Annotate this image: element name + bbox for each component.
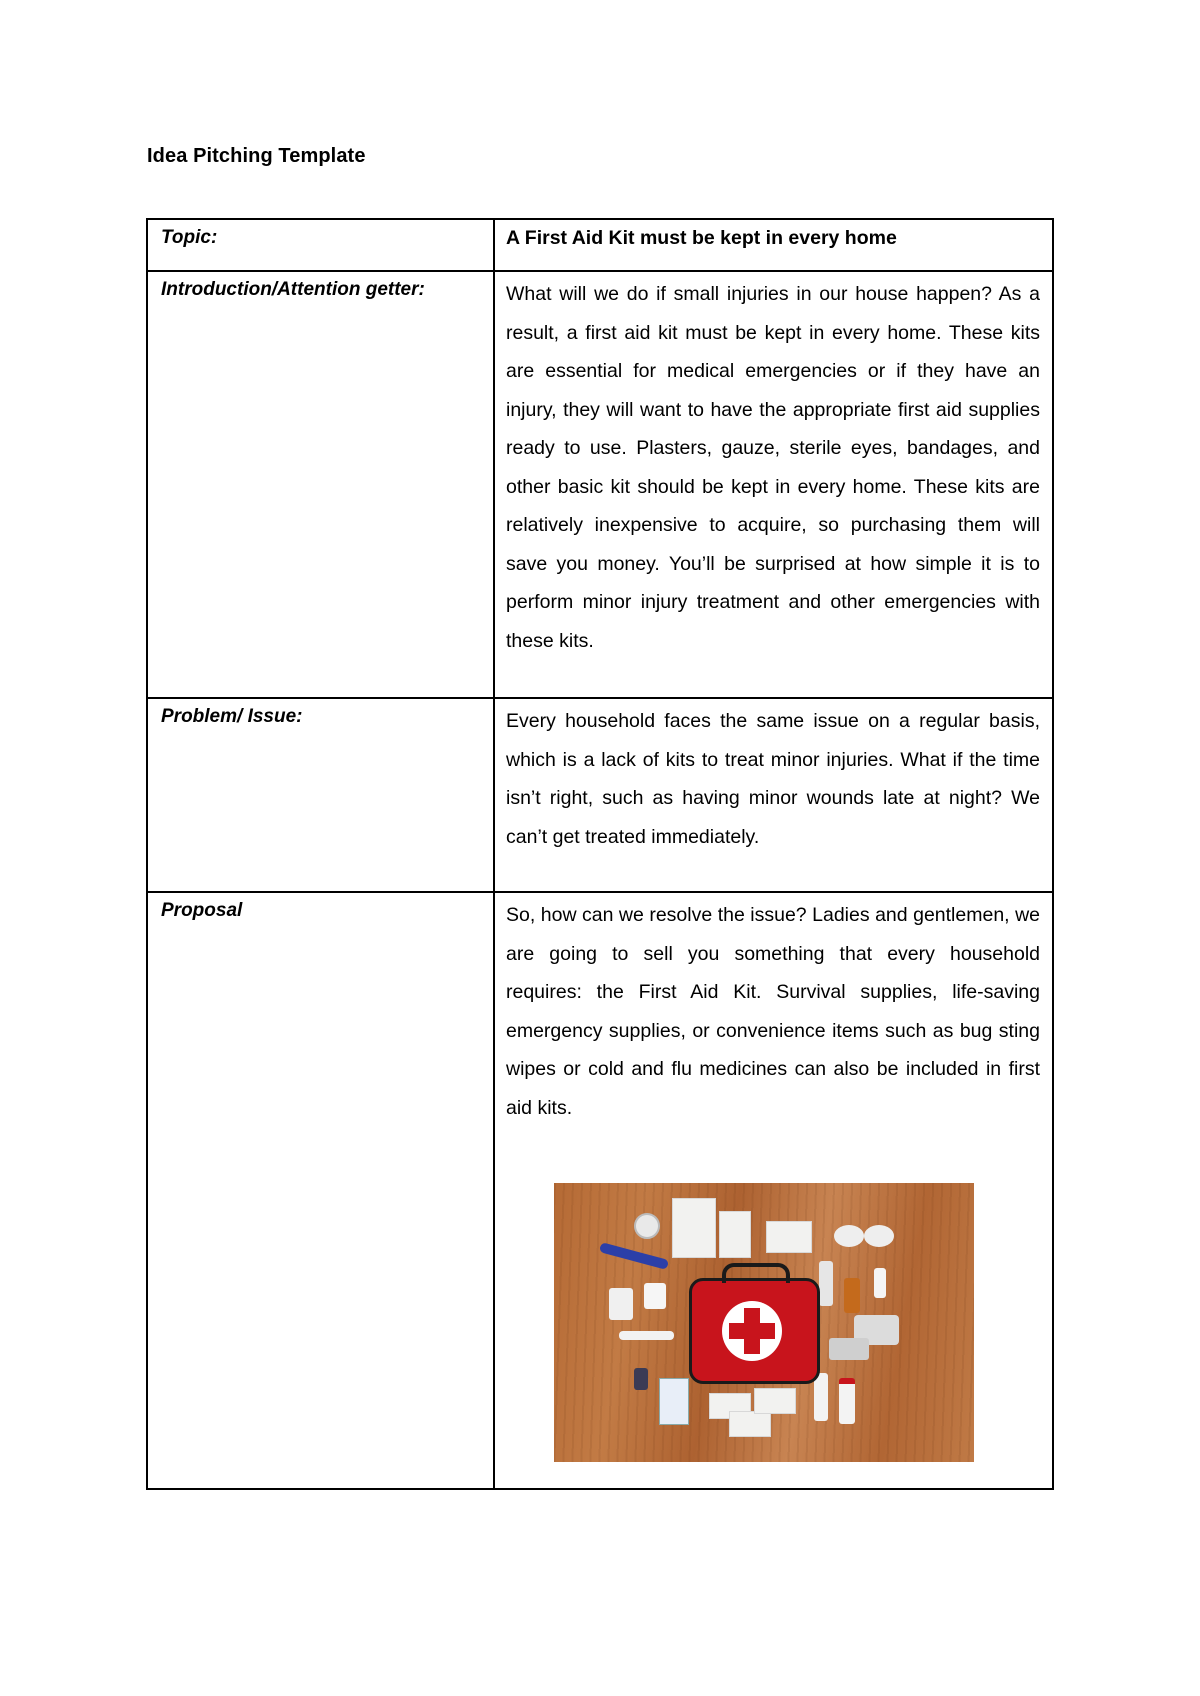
- dropper-bottle-icon: [874, 1268, 886, 1298]
- card-icon: [766, 1221, 812, 1253]
- wipe-packet-icon: [729, 1411, 771, 1437]
- leaflet-icon: [672, 1198, 716, 1258]
- proposal-label-cell: [147, 892, 494, 1489]
- problem-label-cell: [147, 698, 494, 892]
- table-row-problem: [147, 698, 1053, 892]
- leaflet-icon: [719, 1211, 751, 1258]
- pitch-table: [146, 218, 1054, 1490]
- ointment-tube-icon: [619, 1331, 674, 1340]
- box-icon: [659, 1378, 689, 1425]
- pill-bottle-icon: [844, 1278, 860, 1313]
- topic-value-cell: [494, 219, 1053, 271]
- tape-roll-icon: [634, 1213, 660, 1239]
- bandage-roll-icon: [609, 1288, 633, 1320]
- problem-label: Problem/ Issue:: [161, 706, 303, 727]
- wipe-packet-icon: [754, 1388, 796, 1414]
- bottle-icon: [634, 1368, 648, 1390]
- problem-text: Every household faces the same issue on a regular basis, which is a lack of kits to treat minor injuries. What if the time isn’t right, such as having minor wounds late at night? We can’t get treated immediately.: [506, 710, 1040, 848]
- table-row-introduction: [147, 271, 1053, 698]
- topic-label-cell: [147, 219, 494, 271]
- goggles-icon: [864, 1225, 894, 1247]
- bandage-roll-icon: [644, 1283, 666, 1309]
- first-aid-bag-icon: [689, 1278, 820, 1384]
- goggles-icon: [834, 1225, 864, 1247]
- problem-text-cell: [494, 698, 1053, 892]
- topic-label: Topic:: [161, 227, 218, 248]
- table-row-topic: [147, 219, 1053, 271]
- first-aid-kit-photo: [554, 1183, 974, 1462]
- introduction-text-cell: [494, 271, 1053, 698]
- introduction-label-cell: [147, 271, 494, 698]
- cream-tube-icon: [839, 1378, 855, 1424]
- proposal-text: So, how can we resolve the issue? Ladies and gentlemen, we are going to sell you something that every household requires: the First Aid Kit. Survival supplies, life-saving emergency supplies, or convenience items such as bug sting wipes or cold and flu medicines can also be included in first aid kits.: [506, 904, 1040, 1119]
- introduction-text: What will we do if small injuries in our house happen? As a result, a first aid kit must be kept in every home. These kits are essential for medical emergencies or if they have an injury, they will want to have the appropriate first aid supplies ready to use. Plasters, gauze, sterile eyes, bandages, and other basic kit should be kept in every home. These kits are relatively inexpensive to acquire, so purchasing them will save you money. You’ll be surprised at how simple it is to perform minor injury treatment and other emergencies with these kits.: [506, 283, 1040, 652]
- proposal-text-cell: [494, 892, 1053, 1489]
- document-title: Idea Pitching Template: [147, 145, 366, 167]
- proposal-label: Proposal: [161, 900, 243, 921]
- blister-pack-icon: [829, 1338, 869, 1360]
- table-row-proposal: [147, 892, 1053, 1489]
- tube-icon: [814, 1373, 828, 1421]
- topic-value: A First Aid Kit must be kept in every home: [506, 227, 897, 249]
- introduction-label: Introduction/Attention getter:: [161, 279, 425, 300]
- spray-bottle-icon: [819, 1261, 833, 1306]
